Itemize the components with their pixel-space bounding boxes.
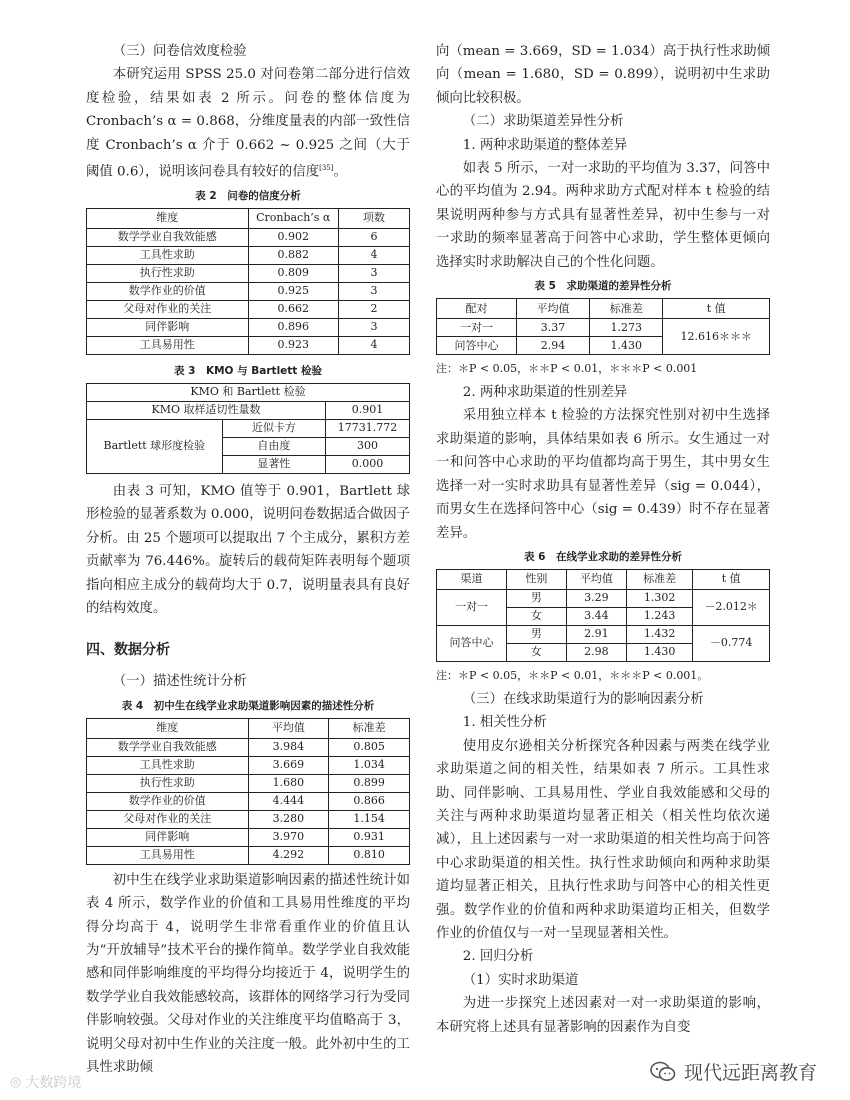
table-cell: 男 (506, 625, 566, 643)
table-6-caption: 表 6 在线学业求助的差异性分析 (524, 550, 682, 563)
table-cell: 同伴影响 (87, 828, 249, 846)
channel-cell: 一对一 (437, 589, 507, 625)
table-cell: 同伴影响 (87, 318, 249, 336)
table-cell: 3.37 (516, 319, 589, 337)
table-header-cell: 标准差 (626, 569, 693, 589)
table-cell: 0.896 (248, 318, 338, 336)
table-cell: 近似卡方 (222, 419, 325, 437)
validity-paragraph: 由表 3 可知，KMO 值等于 0.901，Bartlett 球形检验的显著系数为 0.000，说明问卷数据适合做因子分析。由 25 个题项可以提取出 7 个主成分，累积方差贡献率为 76.446%。旋转后的载荷矩阵表明每个题项指向相应主成分的载荷均大于 0.7，说明量表具有良好的结构效度。 (86, 483, 410, 616)
table-cell: 0.000 (326, 455, 410, 473)
table-cell: 3 (338, 264, 409, 282)
table-row (87, 318, 410, 336)
table-cell: 300 (326, 437, 410, 455)
table-cell: 2.98 (566, 643, 626, 661)
table-header-row (437, 569, 770, 589)
table-cell: 3.280 (248, 810, 329, 828)
table-row (87, 774, 410, 792)
watermark-left (10, 1072, 81, 1092)
table-cell: 3 (338, 318, 409, 336)
table-cell: 1.154 (329, 810, 410, 828)
table-cell: 1.430 (590, 337, 663, 355)
table-cell: 0.899 (329, 774, 410, 792)
table-2 (86, 208, 410, 355)
table-3-title: KMO 和 Bartlett 检验 (87, 383, 410, 401)
section-2-title: （二）求助渠道差异性分析 (462, 114, 624, 130)
table-cell: 数学作业的价值 (87, 792, 249, 810)
table-cell: 显著性 (222, 455, 325, 473)
table-row (87, 792, 410, 810)
table-cell: 男 (506, 589, 566, 607)
table-cell: 0.923 (248, 336, 338, 354)
table-4 (86, 718, 410, 865)
table-cell: 父母对作业的关注 (87, 810, 249, 828)
table-cell: 工具性求助 (87, 246, 249, 264)
table-cell: 自由度 (222, 437, 325, 455)
overall-difference-paragraph: 如表 5 所示，一对一求助的平均值为 3.37，问答中心的平均值为 2.94。两种求助方式配对样本 t 检验的结果说明两种参与方式具有显著性差异，初中生参与一对一求助的频率显著高于问答中心求助，学生整体更倾向选择实时求助解决自己的个性化问题。 (436, 161, 770, 270)
table-cell: 0.882 (248, 246, 338, 264)
section-3-title: （三）问卷信效度检验 (112, 44, 247, 59)
table-header-cell: 维度 (87, 718, 249, 738)
kmo-value: 0.901 (326, 401, 410, 419)
table-header-cell: 标准差 (590, 299, 663, 319)
table-cell: 6 (338, 228, 409, 246)
reliability-paragraph: 本研究运用 SPSS 25.0 对问卷第二部分进行信效度检验，结果如表 2 所示。问卷的整体信度为 Cronbach’s α = 0.868，分维度量表的内部一致性信度 Cronbach’s α 介于 0.662 ~ 0.925 之间（大于阈值 0.6），说明该问卷具有较好的信度[35]。 (86, 67, 410, 180)
table-cell: 3.984 (248, 738, 329, 756)
subsection-5-title: （1）实时求助渠道 (462, 972, 579, 988)
subsection-4-title: 2. 回归分析 (462, 949, 534, 965)
section-4-1-title: （一）描述性统计分析 (112, 674, 247, 690)
table-row (437, 589, 770, 607)
table-row (87, 246, 410, 264)
table-4-caption: 表 4 初中生在线学业求助渠道影响因素的描述性分析 (121, 699, 375, 712)
watermark-right-text: 现代远距离教育 (684, 1062, 818, 1084)
table-header-cell: t 值 (663, 299, 770, 319)
kmo-label: KMO 取样适切性量数 (87, 401, 326, 419)
table-cell: 数学作业的价值 (87, 282, 249, 300)
table-cell: 父母对作业的关注 (87, 300, 249, 318)
table-cell: 4 (338, 246, 409, 264)
table-cell: 2 (338, 300, 409, 318)
table-cell: 0.805 (329, 738, 410, 756)
table-row (87, 846, 410, 864)
table-header-cell: 维度 (87, 208, 249, 228)
table-cell: 执行性求助 (87, 264, 249, 282)
table-row (87, 336, 410, 354)
table-cell: 4.444 (248, 792, 329, 810)
watermark-logo-icon: ◎ (10, 1074, 22, 1090)
table-cell: 17731.772 (326, 419, 410, 437)
t-value-cell: －2.012＊ (693, 589, 770, 625)
table-cell: 问答中心 (437, 337, 517, 355)
table-row (437, 625, 770, 643)
table-row (87, 300, 410, 318)
table-cell: 女 (506, 643, 566, 661)
table-cell: 1.034 (329, 756, 410, 774)
table-2-caption: 表 2 问卷的信度分析 (195, 189, 301, 202)
watermark-right (650, 1058, 817, 1085)
t-value-cell: 12.616＊＊＊ (663, 319, 770, 355)
table-row (87, 828, 410, 846)
table-cell: 3.970 (248, 828, 329, 846)
table-cell: 工具性求助 (87, 756, 249, 774)
table-cell: 工具易用性 (87, 336, 249, 354)
citation-ref[interactable]: [35] (319, 164, 334, 173)
table-cell: 1.680 (248, 774, 329, 792)
table-header-row (87, 208, 410, 228)
table-cell: 执行性求助 (87, 774, 249, 792)
table-5-caption: 表 5 求助渠道的差异性分析 (534, 280, 672, 293)
table-cell: 0.925 (248, 282, 338, 300)
table-cell: 1.273 (590, 319, 663, 337)
section-3-right-title: （三）在线求助渠道行为的影响因素分析 (462, 691, 704, 707)
table-cell: 1.302 (626, 589, 693, 607)
correlation-paragraph: 使用皮尔逊相关分析探究各种因素与两类在线学业求助渠道之间的相关性，结果如表 7 所示。工具性求助、同伴影响、工具易用性、学业自我效能感和父母的关注与两种求助渠道均显著正相关（相关性均依次递减），且上述因素与一对一求助渠道的相关性均高于问答中心求助渠道的相关性。执行性求助倾向和两种求助渠道均显著正相关，且执行性求助与问答中心的相关性更强。数学作业的价值和两种求助渠道均正相关，但数学作业的价值仅与一对一呈现显著相关性。 (436, 738, 770, 941)
t-value-cell: －0.774 (693, 625, 770, 661)
table-header-cell: 平均值 (516, 299, 589, 319)
table-6-note: 注：＊P < 0.05，＊＊P < 0.01，＊＊＊P < 0.001。 (436, 668, 709, 682)
table-cell: 0.810 (329, 846, 410, 864)
table-cell: 1.430 (626, 643, 693, 661)
table-3-caption: 表 3 KMO 与 Bartlett 检验 (174, 364, 322, 377)
table-cell: 3 (338, 282, 409, 300)
table-row (87, 228, 410, 246)
table-cell: 2.94 (516, 337, 589, 355)
table-5-note: 注：＊P < 0.05，＊＊P < 0.01，＊＊＊P < 0.001 (436, 362, 698, 376)
table-cell: 一对一 (437, 319, 517, 337)
table-header-row (437, 299, 770, 319)
bartlett-label: Bartlett 球形度检验 (87, 419, 223, 473)
table-row (87, 282, 410, 300)
table-header-cell: 性别 (506, 569, 566, 589)
table-3 (86, 383, 410, 474)
table-5 (436, 298, 770, 355)
table-cell: 2.91 (566, 625, 626, 643)
table-cell: 4 (338, 336, 409, 354)
table-cell: 数学学业自我效能感 (87, 738, 249, 756)
subsection-1-title: 1. 两种求助渠道的整体差异 (462, 137, 628, 153)
table-cell: 工具易用性 (87, 846, 249, 864)
continued-paragraph: 向（mean = 3.669，SD = 1.034）高于执行性求助倾向（mean = 1.680，SD = 0.899），说明初中生求助倾向比较积极。 (436, 44, 770, 106)
watermark-left-text: 大数跨境 (25, 1075, 82, 1091)
table-6 (436, 569, 770, 662)
table-cell: 0.662 (248, 300, 338, 318)
table-row (87, 738, 410, 756)
table-row (87, 810, 410, 828)
wechat-icon (650, 1061, 676, 1083)
table-cell: 女 (506, 607, 566, 625)
table-header-cell: 配对 (437, 299, 517, 319)
table-cell: 0.931 (329, 828, 410, 846)
left-column (86, 40, 410, 1079)
channel-cell: 问答中心 (437, 625, 507, 661)
table-cell: 1.432 (626, 625, 693, 643)
table-row (87, 756, 410, 774)
subsection-2-title: 2. 两种求助渠道的性别差异 (462, 385, 628, 401)
table-header-cell: 标准差 (329, 718, 410, 738)
table-header-cell: 平均值 (248, 718, 329, 738)
table-cell: 0.866 (329, 792, 410, 810)
table-cell: 4.292 (248, 846, 329, 864)
table-header-cell: 平均值 (566, 569, 626, 589)
table-header-cell: 渠道 (437, 569, 507, 589)
table-cell: 0.809 (248, 264, 338, 282)
subsection-3-title: 1. 相关性分析 (462, 715, 547, 731)
section-4-heading: 四、数据分析 (86, 642, 170, 659)
table-cell: 3.669 (248, 756, 329, 774)
table-header-row (87, 718, 410, 738)
table-row (87, 264, 410, 282)
table-cell: 3.44 (566, 607, 626, 625)
descriptive-paragraph: 初中生在线学业求助渠道影响因素的描述性统计如表 4 所示，数学作业的价值和工具易用性维度的平均得分均高于 4，说明学生非常看重作业的价值且认为“开放辅导”技术平台的操作简单。数学学业自我效能感和同伴影响维度的平均得分均接近于 4，说明学生的数学学业自我效能感较高，该群体的网络学习行为受同伴影响较强。父母对作业的关注维度平均值略高于 3，说明父母对初中生作业的关注度一般。此外初中生的工具性求助倾 (86, 872, 410, 1075)
table-row (437, 319, 770, 337)
gender-difference-paragraph: 采用独立样本 t 检验的方法探究性别对初中生选择求助渠道的影响，具体结果如表 6 所示。女生通过一对一和问答中心求助的平均值都均高于男生，其中男女生选择一对一实时求助具有显著性差异（sig = 0.044），而男女生在选择问答中心（sig = 0.439）时不存在显著差异。 (436, 408, 770, 541)
table-cell: 1.243 (626, 607, 693, 625)
table-cell: 3.29 (566, 589, 626, 607)
right-column (436, 40, 770, 1039)
table-header-cell: 项数 (338, 208, 409, 228)
table-header-cell: Cronbach’s α (248, 208, 338, 228)
table-cell: 0.902 (248, 228, 338, 246)
table-header-cell: t 值 (693, 569, 770, 589)
regression-paragraph: 为进一步探究上述因素对一对一求助渠道的影响，本研究将上述具有显著影响的因素作为自变 (436, 996, 770, 1035)
table-cell: 数学学业自我效能感 (87, 228, 249, 246)
